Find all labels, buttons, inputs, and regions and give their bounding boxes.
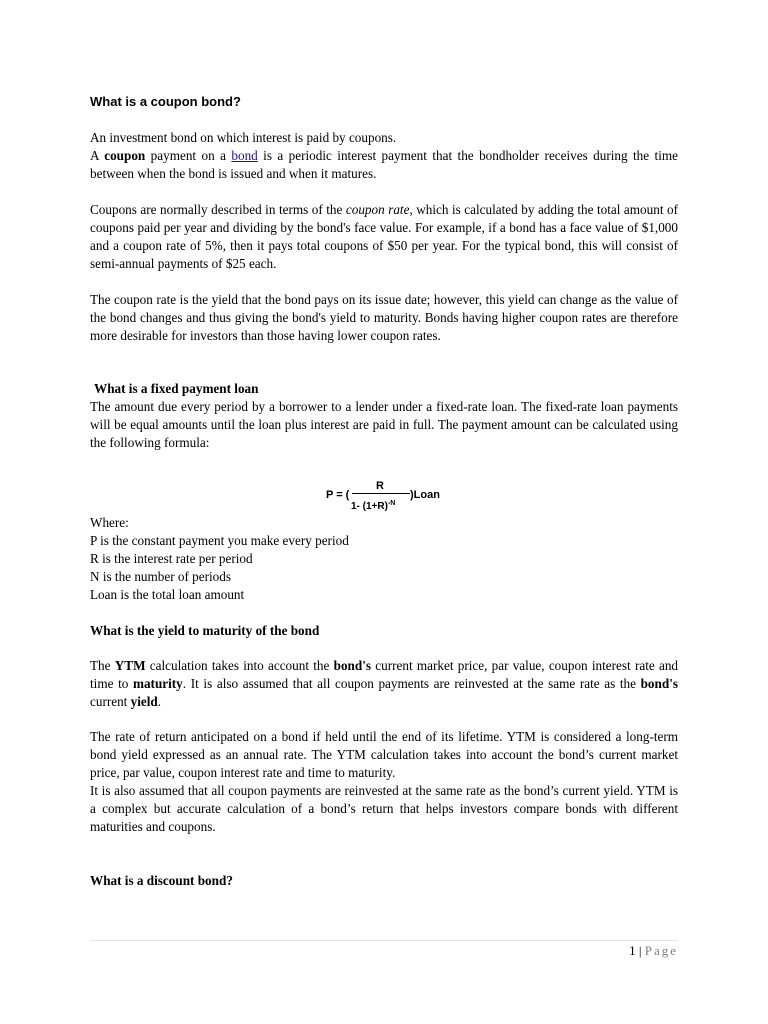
coupon-definition — [90, 147, 678, 183]
ytm-text — [90, 657, 678, 711]
ytm-t4: . It is also assumed that all coupon payments are reinvested at the same rate as the — [182, 676, 641, 691]
heading-discount-bond: What is a discount bond? — [90, 873, 233, 888]
ytm-b5: yield — [130, 694, 158, 709]
heading-coupon-bond: What is a coupon bond? — [90, 94, 241, 109]
footer-divider — [90, 940, 678, 941]
fixed-loan-text: The amount due every period by a borrower to a lender under a fixed-rate loan. The fixed-rate loan payments will be equal amounts until the loan plus interest are paid in full. The payment amount can be calculated using the following formula: — [90, 399, 678, 450]
ytm-t6: . — [157, 694, 162, 709]
page-number: 1 — [629, 943, 636, 958]
coupon-def-bold: coupon — [104, 148, 146, 163]
coupon-rate-post: , which is calculated by adding the total amount of coupons paid per year and dividing by the bond's face value. For example, if a bond has a face value of $1,000 and a coupon rate of 5%, then it pays total coupons of $50 per year. For the typical bond, this will consist of semi-annual payments of $25 each. — [90, 202, 678, 271]
ytm-b3: maturity — [132, 676, 183, 691]
coupon-def-mid: payment on a — [145, 148, 232, 163]
ytm-b4: bond's — [640, 676, 678, 691]
formula-numerator: R — [376, 480, 384, 492]
ytm-b2: bond's — [333, 658, 372, 673]
coupon-intro-block — [90, 129, 678, 183]
rate-return-paragraph — [90, 728, 678, 836]
fixed-loan-paragraph — [90, 398, 678, 452]
coupon-rate-text — [90, 201, 678, 273]
page-footer — [629, 943, 678, 959]
yield-paragraph — [90, 291, 678, 345]
heading-ytm: What is the yield to maturity of the bond — [90, 623, 320, 638]
ytm-t1: The — [90, 658, 115, 673]
where-item: P is the constant payment you make every period — [90, 533, 349, 548]
formula-fraction-bar — [352, 493, 410, 494]
ytm-b1: YTM — [114, 658, 146, 673]
where-label: Where: — [90, 515, 129, 530]
page-separator: | — [638, 943, 642, 958]
ytm-t3: current market price, par value, coupon interest rate and time to — [90, 658, 679, 691]
yield-text: The coupon rate is the yield that the bond pays on its issue date; however, this yield can change as the value of the bond changes and thus giving the bond's yield to maturity. Bonds having higher coupon rates are therefore more desirable for investors than those having lower coupon rates. — [90, 292, 678, 343]
formula-denominator-base: 1- (1+R) — [351, 501, 388, 512]
rate-return-line1: The rate of return anticipated on a bond if held until the end of its lifetime. YTM is considered a long-term bond yield expressed as an annual rate. The YTM calculation takes into account the bond’s current market price, par value, coupon interest rate and time to maturity. — [90, 729, 678, 780]
formula-rhs: )Loan — [410, 489, 440, 501]
ytm-t2: calculation takes into account the — [145, 658, 334, 673]
formula-denominator — [351, 495, 395, 516]
rate-return-line2: It is also assumed that all coupon payments are reinvested at the same rate as the bond’s current yield. YTM is a complex but accurate calculation of a bond’s return that helps investors compare bonds with different maturities and coupons. — [90, 783, 678, 834]
ytm-t5: current — [90, 694, 131, 709]
ytm-paragraph — [90, 657, 678, 711]
heading-fixed-loan: What is a fixed payment loan — [94, 381, 259, 396]
coupon-def-post: is a periodic interest payment that the bondholder receives during the time between when the bond is issued and when it matures. — [90, 148, 678, 181]
where-block — [90, 514, 678, 604]
coupon-intro-line: An investment bond on which interest is paid by coupons. — [90, 130, 397, 145]
coupon-def-pre: A — [90, 148, 105, 163]
where-item: N is the number of periods — [90, 569, 232, 584]
coupon-rate-paragraph — [90, 201, 678, 273]
where-item: Loan is the total loan amount — [90, 587, 245, 602]
coupon-rate-italic: coupon rate — [345, 202, 410, 217]
bond-link[interactable]: bond — [231, 148, 258, 163]
loan-payment-formula — [326, 476, 466, 512]
formula-lhs: P = ( — [326, 489, 350, 501]
coupon-rate-pre: Coupons are normally described in terms of the — [90, 202, 346, 217]
where-item: R is the interest rate per period — [90, 551, 253, 566]
page-label: Page — [644, 943, 678, 958]
formula-exponent: -N — [387, 500, 396, 507]
